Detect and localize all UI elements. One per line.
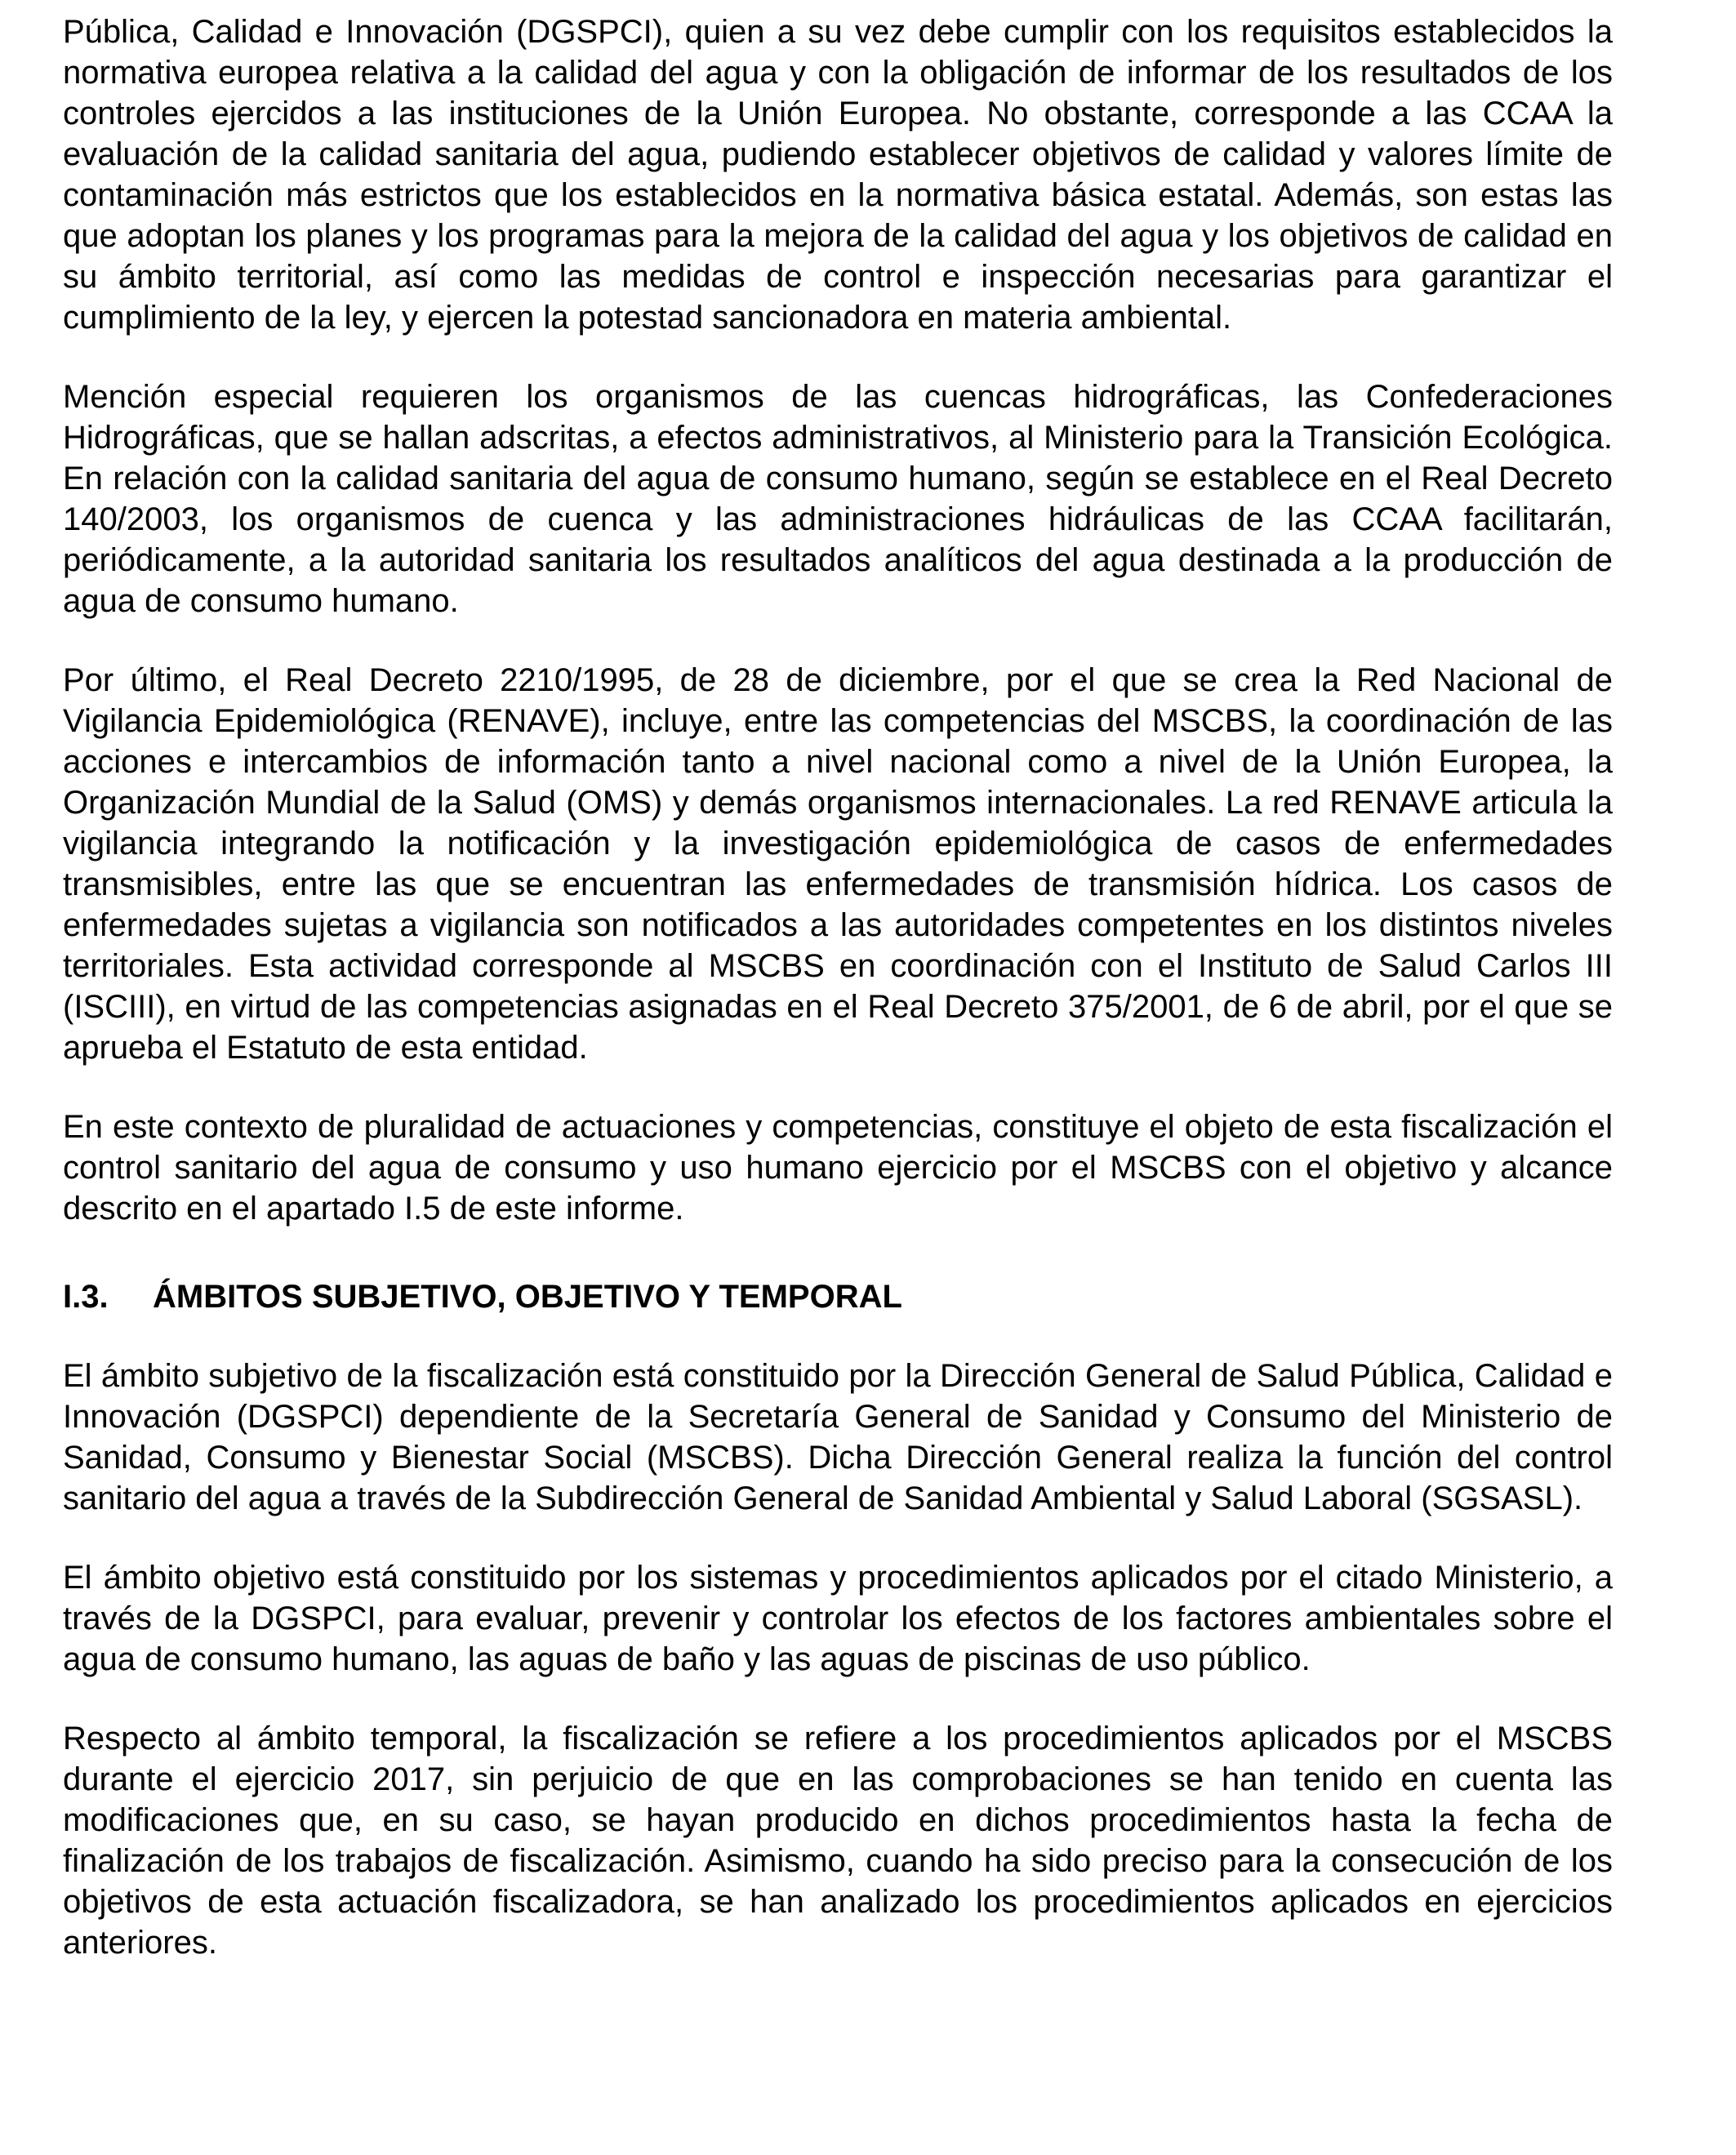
paragraph-dgspci-ccaa: Pública, Calidad e Innovación (DGSPCI), quien a su vez debe cumplir con los requisitos establecidos la normativa europea relativa a la calidad del agua y con la obligación de informar de los resultados de los controles ejercidos a las instituciones de la Unión Europea. No obstante, corresponde a las CCAA la evaluación de la calidad sanitaria del agua, pudiendo establecer objetivos de calidad y valores límite de contaminación más estrictos que los establecidos en la normativa básica estatal. Además, son estas las que adoptan los planes y los programas para la mejora de la calidad del agua y los objetivos de calidad en su ámbito territorial, así como las medidas de control e inspección necesarias para garantizar el cumplimiento de la ley, y ejercen la potestad sancionadora en materia ambiental. [63,14,1613,336]
section-heading [63,1276,1613,1317]
paragraph-renave: Por último, el Real Decreto 2210/1995, de 28 de diciembre, por el que se crea la Red Nacional de Vigilancia Epidemiológica (RENAVE), incluye, entre las competencias del MSCBS, la coordinación de las acciones e intercambios de información tanto a nivel nacional como a nivel de la Unión Europea, la Organización Mundial de la Salud (OMS) y demás organismos internacionales. La red RENAVE articula la vigilancia integrando la notificación y la investigación epidemiológica de casos de enfermedades transmisibles, entre las que se encuentran las enfermedades de transmisión hídrica. Los casos de enfermedades sujetas a vigilancia son notificados a las autoridades competentes en los distintos niveles territoriales. Esta actividad corresponde al MSCBS en coordinación con el Instituto de Salud Carlos III (ISCIII), en virtud de las competencias asignadas en el Real Decreto 375/2001, de 6 de abril, por el que se aprueba el Estatuto de esta entidad. [63,662,1613,1066]
paragraph-confederaciones: Mención especial requieren los organismos de las cuencas hidrográficas, las Confederaciones Hidrográficas, que se hallan adscritas, a efectos administrativos, al Ministerio para la Transición Ecológica. En relación con la calidad sanitaria del agua de consumo humano, según se establece en el Real Decreto 140/2003, los organismos de cuenca y las administraciones hidráulicas de las CCAA facilitarán, periódicamente, a la autoridad sanitaria los resultados analíticos del agua destinada a la producción de agua de consumo humano. [63,379,1613,619]
paragraph-contexto: En este contexto de pluralidad de actuaciones y competencias, constituye el objeto de esta fiscalización el control sanitario del agua de consumo y uso humano ejercicio por el MSCBS con el objetivo y alcance descrito en el apartado I.5 de este informe. [63,1109,1613,1227]
section-title: ÁMBITOS SUBJETIVO, OBJETIVO Y TEMPORAL [153,1279,902,1315]
paragraph-ambito-objetivo: El ámbito objetivo está constituido por los sistemas y procedimientos aplicados por el citado Ministerio, a través de la DGSPCI, para evaluar, prevenir y controlar los efectos de los factores ambientales sobre el agua de consumo humano, las aguas de baño y las aguas de piscinas de uso público. [63,1560,1613,1677]
section-number: I.3. [63,1279,109,1315]
document-page [63,11,1613,1963]
paragraph-ambito-temporal: Respecto al ámbito temporal, la fiscalización se refiere a los procedimientos aplicados por el MSCBS durante el ejercicio 2017, sin perjuicio de que en las comprobaciones se han tenido en cuenta las modificaciones que, en su caso, se hayan producido en dichos procedimientos hasta la fecha de finalización de los trabajos de fiscalización. Asimismo, cuando ha sido preciso para la consecución de los objetivos de esta actuación fiscalizadora, se han analizado los procedimientos aplicados en ejercicios anteriores. [63,1721,1613,1961]
paragraph-ambito-subjetivo: El ámbito subjetivo de la fiscalización está constituido por la Dirección General de Salud Pública, Calidad e Innovación (DGSPCI) dependiente de la Secretaría General de Sanidad y Consumo del Ministerio de Sanidad, Consumo y Bienestar Social (MSCBS). Dicha Dirección General realiza la función del control sanitario del agua a través de la Subdirección General de Sanidad Ambiental y Salud Laboral (SGSASL). [63,1358,1613,1516]
